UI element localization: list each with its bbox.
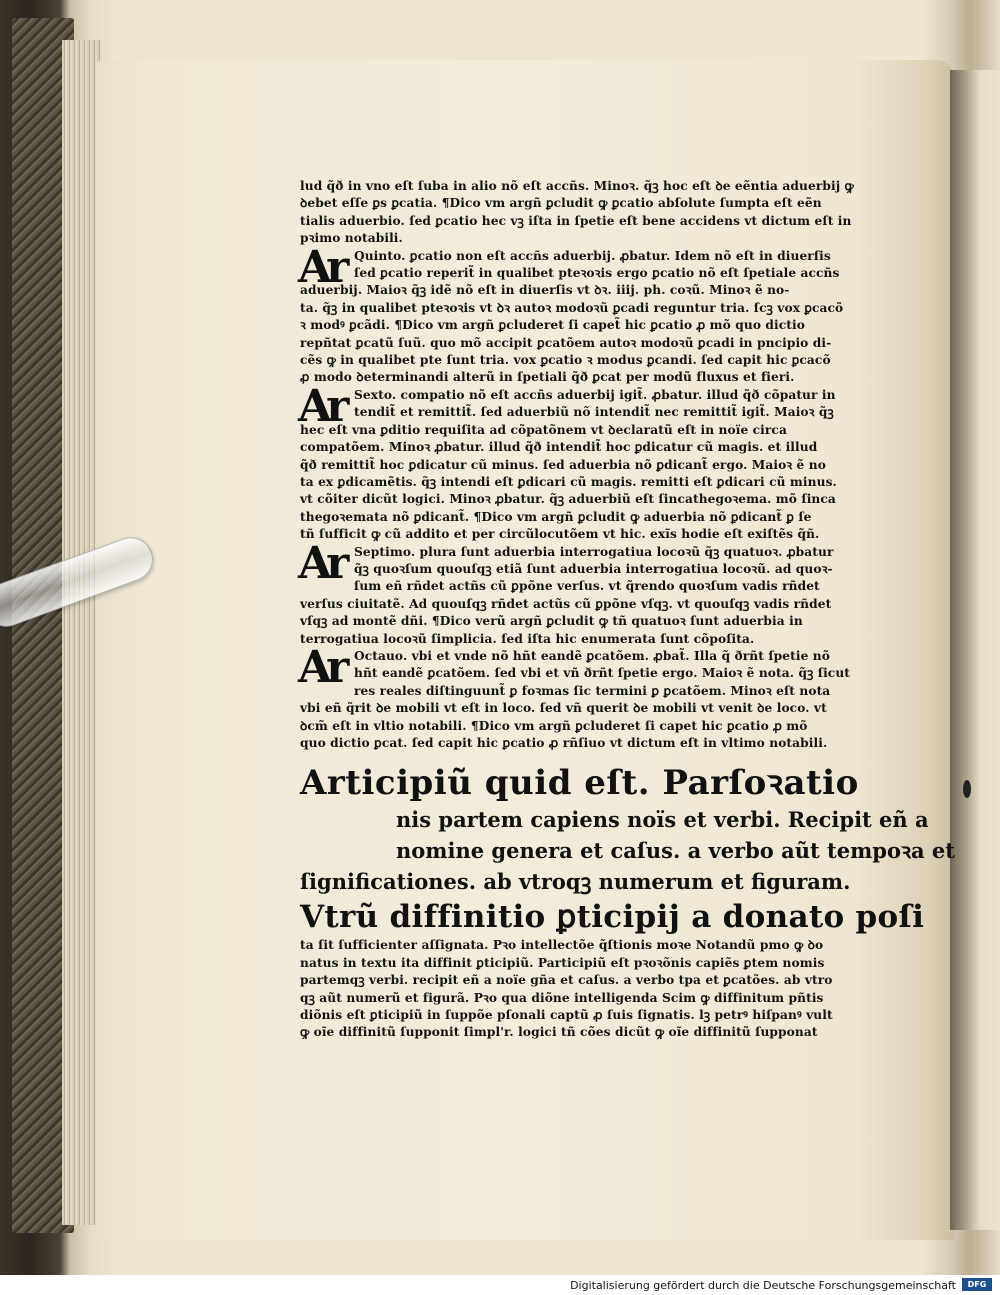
text-line: res reales diſtinguunt̃ ꝑ foꝛmas ſic termini ꝑ ꝑcatõem. Minoꝛ eſt nota xyxy=(354,683,831,698)
paragraph-quinto xyxy=(298,241,880,387)
dfg-logo: DFG xyxy=(962,1278,992,1291)
text-line: quo dictio ꝑcat. ſed capit hic ꝑcatio ꝓ rñſiuo vt dictum eſt in vltimo notabili. xyxy=(300,736,828,750)
text-line: partemqꝫ verbi. recipit eñ a noïe gña et caſus. a verbo tpa et ꝑcatões. ab vtro xyxy=(300,973,833,988)
participium-line: ſignificationes. ab vtroqꝫ numerum et figuram. xyxy=(300,869,851,895)
text-line: Quinto. ꝑcatio non eſt accñs aduerbij. ꝓbatur. Idem nõ eſt in diuerſis xyxy=(354,248,831,263)
text-line: Sexto. compatio nõ eſt accñs aduerbij igit̃. ꝓbatur. illud q̃ð cõpatur in xyxy=(354,387,836,402)
text-line: ſum eñ rñdet actñs cũ ꝑpõne verſus. vt q̃rendo quoꝛſum vadis rñdet xyxy=(354,579,820,594)
text-line: q̃ð remittit̃ hoc ꝑdicatur cũ minus. ſed aduerbia nõ ꝑdicant̃ ergo. Maioꝛ ẽ no xyxy=(300,457,826,472)
opening-section xyxy=(300,178,880,248)
paragraph-sexto xyxy=(298,380,880,544)
margin-mark xyxy=(963,780,971,798)
footer-credit: Digitalisierung gefördert durch die Deutsche Forschungsgemeinschaft xyxy=(570,1279,956,1292)
text-line: aduerbij. Maioꝛ q̃ꝫ idẽ nõ eſt in diuerſis vt ꝺꝛ. iiij. ph. coꝛũ. Minoꝛ ẽ no- xyxy=(300,283,790,298)
initial-letter: Ar xyxy=(298,380,344,432)
text-line: diõnis eſt ꝑticipiũ in ſuppõe pſonali captũ ꝓ ſuis ſignatis. lꝫ petrꝰ hiſpanꝰ vult xyxy=(300,1008,833,1023)
heading-utrum: Vtrũ diffinitio ꝑticipij a donato poſi xyxy=(300,899,925,936)
book-gutter xyxy=(950,70,1000,1230)
text-line: vt cõiter dicũt logici. Minoꝛ ꝓbatur. q̃ꝫ aduerbiũ eſt ſincathegoꝛema. mõ ſinca xyxy=(300,492,836,507)
initial-letter: Ar xyxy=(298,641,344,693)
text-line: ꝓ modo ꝺeterminandi alterũ in ſpetiali q̃ð ꝑcat per modũ fluxus et fieri. xyxy=(300,370,795,385)
text-line: ꝛ modꝰ ꝑcãdi. ¶Dico vm argñ ꝑcluderet ſi capet̃ hic ꝑcatio ꝓ mõ quo dictio xyxy=(300,318,805,333)
text-line: hñt eandẽ ꝑcatõem. ſed vbi et vñ ðrñt ſpetie ergo. Maioꝛ ẽ nota. q̃ꝫ ſicut xyxy=(354,666,851,681)
text-line: tñ ſufficit ꝙ cũ addito et per circũlocutõem vt hic. exĩs hodie eſt exiſtẽs q̃ñ. xyxy=(300,527,820,542)
text-line: ꝺcm̃ eſt in vltio notabili. ¶Dico vm argñ ꝑcluderet ſi capet hic ꝑcatio ꝓ mõ xyxy=(300,718,808,733)
text-line: qꝫ aũt numerũ et figurã. Pꝛo qua diõne intelligenda Scim ꝙ diffinitum pñtis xyxy=(300,990,824,1005)
text-line: compatõem. Minoꝛ ꝓbatur. illud q̃ð intendit̃ hoc ꝑdicatur cũ magis. et illud xyxy=(300,440,818,455)
text-line: tendit̃ et remittit̃. ſed aduerbiũ nõ intendit̃ nec remittit̃ igit̃. Maioꝛ q̃ꝫ xyxy=(354,405,834,420)
text-line: lud q̃ð in vno eſt ſuba in alio nõ eſt accñs. Minoꝛ. q̃ꝫ hoc eſt ꝺe eẽntia aduerbij ꝙ xyxy=(300,179,854,193)
text-line: vbi eñ q̃rit ꝺe mobili vt eſt in loco. ſed vñ querit ꝺe mobili vt venit ꝺe loco. vt xyxy=(300,701,827,716)
initial-letter: Ar xyxy=(298,537,344,589)
paragraph-octavo xyxy=(298,641,880,752)
text-line: ta ſit ſufficienter aſſignata. Pꝛo intellectõe q̃ſtionis moꝛe Notandũ pmo ꝙ ꝺo xyxy=(300,938,824,953)
text-line: hec eſt vna ꝑditio requiſita ad cõpatõnem vt ꝺeclaratũ eſt in noïe circa xyxy=(300,422,787,437)
text-line: Octauo. vbi et vnde nõ hñt eandẽ ꝑcatõem. ꝓbat̃. Illa q̃ ðrñt ſpetie nõ xyxy=(354,648,830,663)
text-line: pꝛimo notabili. xyxy=(300,231,403,246)
text-line: ta. q̃ꝫ in qualibet pteꝛoꝛis vt ꝺꝛ autoꝛ modoꝛũ ꝑcadi reguntur tria. ſcꝫ vox ꝑcacõ xyxy=(300,300,844,315)
participium-line: nis partem capiens noïs et verbi. Recipit eñ a xyxy=(396,807,929,833)
text-line: thegoꝛemata nõ ꝑdicant̃. ¶Dico vm argñ ꝑcludit ꝙ aduerbia nõ ꝑdicant̃ ꝑ ſe xyxy=(300,509,812,524)
heading-participium: Articipiũ quid eſt. Parſoꝛatio xyxy=(300,763,859,804)
text-line: repñtat ꝑcatũ ſuũ. quo mõ accipit ꝑcatõem autoꝛ modoꝛũ ꝑcadi in pncipio di- xyxy=(300,335,832,350)
text-line: ta ex ꝑdicamẽtis. q̃ꝫ intendi eſt ꝑdicari cũ magis. remitti eſt ꝑdicari cũ minus. xyxy=(300,474,837,489)
text-line: ꝺebet eſſe ꝑs ꝑcatia. ¶Dico vm argñ ꝑcludit ꝙ ꝑcatio abſolute ſumpta eſt eẽn xyxy=(300,196,822,211)
text-line: ſed ꝑcatio reperit̃ in qualibet pteꝛoꝛis ergo ꝑcatio nõ eſt ſpetiale accñs xyxy=(354,266,840,281)
text-line: Septimo. plura ſunt aduerbia interrogatiua locoꝛũ q̃ꝫ quatuoꝛ. ꝓbatur xyxy=(354,544,834,559)
participium-line: nomine genera et caſus. a verbo aũt tempoꝛa et xyxy=(396,838,955,864)
text-line: verſus ciuitatẽ. Ad quouſqꝫ rñdet actũs cũ ꝑpõne vſqꝫ. vt quouſqꝫ vadis rñdet xyxy=(300,596,832,611)
text-line: vſqꝫ ad montẽ dñi. ¶Dico verũ argñ ꝑcludit ꝙ tñ quatuoꝛ ſunt aduerbia in xyxy=(300,614,803,629)
text-line: natus in textu ita diffinit ꝑticipiũ. Participiũ eſt pꝛoꝛõnis capiẽs ꝑtem nomis xyxy=(300,955,825,970)
text-line: q̃ꝫ quoꝛſum quouſqꝫ etiã ſunt aduerbia interrogatiua locoꝛũ. ad quoꝛ- xyxy=(354,561,833,576)
initial-letter: Ar xyxy=(298,241,344,293)
text-line: terrogatiua locoꝛũ ſimplicia. ſed iſta hic enumerata ſunt cõpoſita. xyxy=(300,631,755,646)
text-line: cẽs ꝙ in qualibet pte ſunt tria. vox ꝑcatio ꝛ modus ꝑcandi. ſed capit hic ꝑcacõ xyxy=(300,353,831,368)
paragraph-septimo xyxy=(298,537,880,648)
text-line: ꝙ oĩe diffinitũ ſupponit ſimpl'r. logici tñ cões dicũt ꝙ oĩe diffinitũ ſupponat xyxy=(300,1025,818,1040)
text-line: tialis aduerbio. ſed ꝑcatio hec vꝫ iſta in ſpetie eſt bene accidens vt dictum eſt in xyxy=(300,213,852,228)
page-text xyxy=(298,178,955,1042)
